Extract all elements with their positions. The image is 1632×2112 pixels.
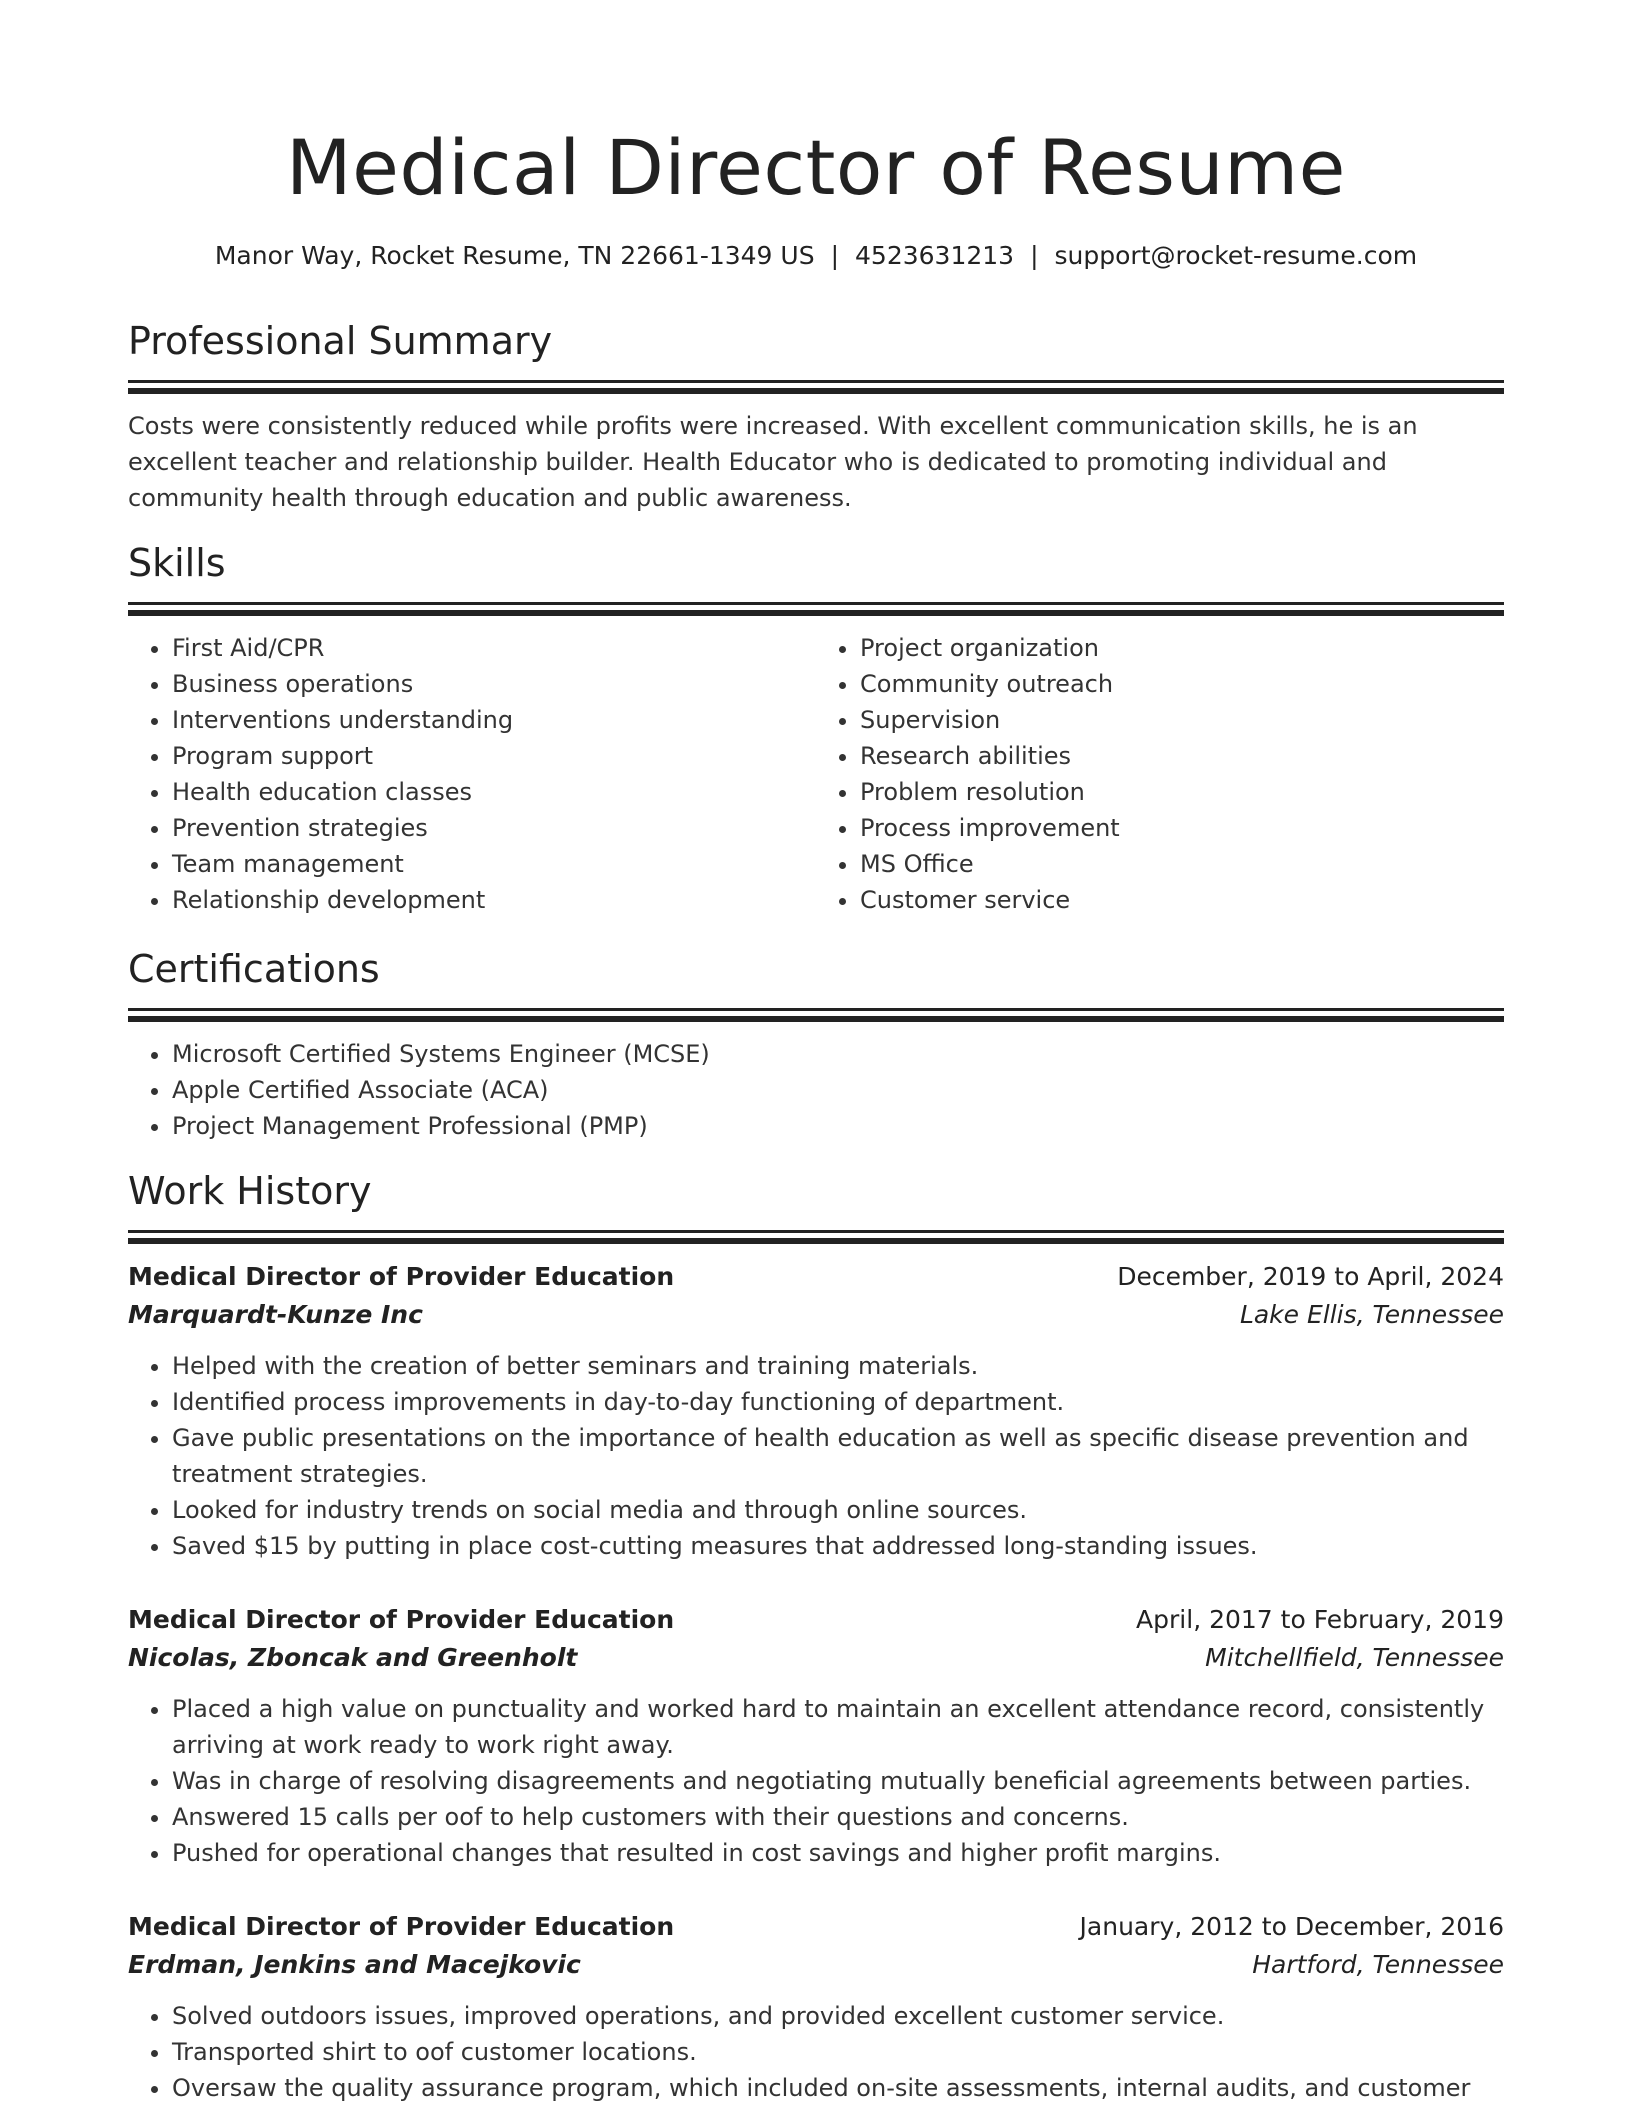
resume-name: Medical Director of Resume — [286, 123, 1346, 212]
address: Manor Way, Rocket Resume, TN 22661-1349 US — [214, 241, 815, 270]
list-item: • Saved $15 by putting in place cost-cutting measures that addressed long-standing issues. — [172, 1528, 1504, 1564]
phone: 4523631213 — [855, 241, 1015, 270]
job-bullets — [128, 1348, 1504, 1564]
list-item: • Looked for industry trends on social media and through online sources. — [172, 1492, 1504, 1528]
list-item: • Project Management Professional (PMP) — [172, 1108, 1504, 1144]
list-item: • Prevention strategies — [172, 810, 816, 846]
job-entry — [128, 1908, 1504, 2106]
list-item: • Project organization — [860, 630, 1504, 666]
list-item: • Microsoft Certified Systems Engineer (MCSE) — [172, 1036, 1504, 1072]
list-item: • Business operations — [172, 666, 816, 702]
divider — [128, 388, 1504, 394]
divider — [128, 1008, 1504, 1011]
divider — [128, 1238, 1504, 1244]
list-item: • Supervision — [860, 702, 1504, 738]
contact-line — [128, 238, 1504, 274]
list-item: • Program support — [172, 738, 816, 774]
skills-list-left — [128, 630, 816, 918]
job-title: Medical Director of Provider Education — [128, 1605, 675, 1634]
summary-text: Costs were consistently reduced while profits were increased. With excellent communication skills, he is an excellent teacher and relationship builder. Health Educator who is dedicated to promoting individual and community health through education and public awareness. — [128, 412, 1418, 512]
job-dates: April, 2017 to February, 2019 — [1136, 1605, 1504, 1634]
separator: | — [830, 241, 840, 270]
job-dates: January, 2012 to December, 2016 — [1079, 1912, 1504, 1941]
list-item: • Gave public presentations on the importance of health education as well as specific disease prevention and treatment strategies. — [172, 1420, 1504, 1492]
skills-columns — [128, 630, 1504, 918]
job-dates: December, 2019 to April, 2024 — [1117, 1262, 1504, 1291]
list-item: • First Aid/CPR — [172, 630, 816, 666]
section-title: Skills — [128, 541, 226, 585]
section-title: Professional Summary — [128, 319, 553, 363]
job-bullets — [128, 1691, 1504, 1871]
divider — [128, 1016, 1504, 1022]
skills-list-right — [816, 630, 1504, 918]
list-item: • Relationship development — [172, 882, 816, 918]
list-item: • Research abilities — [860, 738, 1504, 774]
certifications-list — [128, 1036, 1504, 1144]
list-item: • Health education classes — [172, 774, 816, 810]
job-bullets — [128, 1998, 1504, 2106]
list-item: • Oversaw the quality assurance program, which included on-site assessments, internal audits, and customer — [172, 2070, 1504, 2106]
job-company: Nicolas, Zboncak and Greenholt — [128, 1643, 578, 1672]
list-item: • Was in charge of resolving disagreements and negotiating mutually beneficial agreements between parties. — [172, 1763, 1504, 1799]
list-item: • MS Office — [860, 846, 1504, 882]
divider — [128, 602, 1504, 605]
job-entry — [128, 1601, 1504, 1871]
job-company: Erdman, Jenkins and Macejkovic — [128, 1950, 581, 1979]
list-item: • Helped with the creation of better seminars and training materials. — [172, 1348, 1504, 1384]
list-item: • Transported shirt to oof customer locations. — [172, 2034, 1504, 2070]
job-location: Lake Ellis, Tennessee — [1239, 1300, 1504, 1329]
skills-section — [128, 538, 1504, 918]
divider — [128, 1230, 1504, 1233]
summary-section — [128, 316, 1504, 516]
job-location: Hartford, Tennessee — [1252, 1950, 1504, 1979]
list-item: • Apple Certified Associate (ACA) — [172, 1072, 1504, 1108]
job-location: Mitchellfield, Tennessee — [1205, 1643, 1504, 1672]
job-title: Medical Director of Provider Education — [128, 1912, 675, 1941]
list-item: • Answered 15 calls per oof to help customers with their questions and concerns. — [172, 1799, 1504, 1835]
certifications-section — [128, 944, 1504, 1144]
job-company: Marquardt-Kunze Inc — [128, 1300, 423, 1329]
list-item: • Pushed for operational changes that resulted in cost savings and higher profit margins. — [172, 1835, 1504, 1871]
email-link[interactable]: support@rocket-resume.com — [1054, 241, 1418, 270]
list-item: • Community outreach — [860, 666, 1504, 702]
list-item: • Interventions understanding — [172, 702, 816, 738]
list-item: • Team management — [172, 846, 816, 882]
section-title: Work History — [128, 1169, 372, 1213]
list-item: • Solved outdoors issues, improved operations, and provided excellent customer service. — [172, 1998, 1504, 2034]
divider — [128, 380, 1504, 383]
job-title: Medical Director of Provider Education — [128, 1262, 675, 1291]
list-item: • Problem resolution — [860, 774, 1504, 810]
list-item: • Identified process improvements in day-to-day functioning of department. — [172, 1384, 1504, 1420]
job-entry — [128, 1258, 1504, 1564]
list-item: • Customer service — [860, 882, 1504, 918]
section-title: Certifications — [128, 947, 380, 991]
work-history-section — [128, 1166, 1504, 1244]
list-item: • Process improvement — [860, 810, 1504, 846]
list-item: • Placed a high value on punctuality and worked hard to maintain an excellent attendance record, consistently arriving at work ready to work right away. — [172, 1691, 1504, 1763]
divider — [128, 610, 1504, 616]
separator: | — [1030, 241, 1039, 270]
